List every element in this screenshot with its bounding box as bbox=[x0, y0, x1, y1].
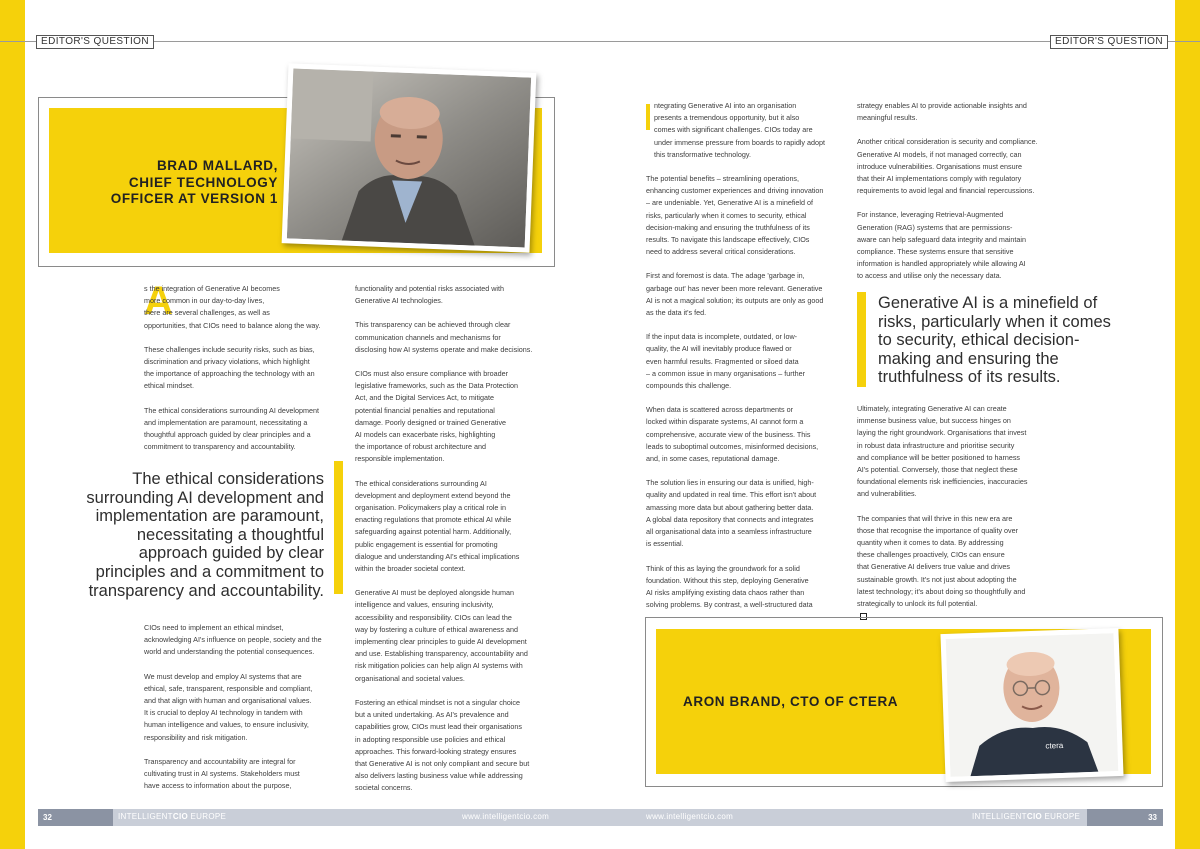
shirt-logo-text: ctera bbox=[1045, 740, 1064, 751]
page-number-left: 32 bbox=[43, 813, 52, 822]
paragraph: These challenges include security risks, such as bias, discrimination and privacy violations, which highlight the importance of approaching the technology with an ethical mindset. bbox=[144, 344, 315, 391]
paragraph: Ultimately, integrating Generative AI can create immense business value, but success hinges on laying the right groundwork. Organisations that invest in robust data infrastructure and prioritise security and compliance will be better positioned to harness AI's potential. Conversely, those that neglect these foundational elements risk inefficiencies, inaccuracies and vulnerabilities. bbox=[857, 404, 1028, 499]
section-tag-right: EDITOR'S QUESTION bbox=[1050, 35, 1168, 49]
paragraph: Generative AI must be deployed alongside human intelligence and values, ensuring inclusivity, accessibility and responsibility. CIOs can lead the way by fostering a culture of ethical awareness and implementing clear principles to guide AI development and use. Establishing transparency, accountability and risk mitigation policies can help align AI systems with organisational and societal values. bbox=[355, 588, 528, 683]
aron-brand-photo bbox=[940, 628, 1123, 782]
paragraph: CIOs must also ensure compliance with broader legislative frameworks, such as the Data Protection Act, and the Digital Services Act, to mitigate potential financial penalties and reputational damage. Poorly designed or trained Generative AI models can exacerbate risks, highlighting the importance of robust architecture and responsible implementation. bbox=[355, 369, 518, 464]
header-rule-left-a bbox=[0, 41, 36, 42]
pull-quote-bar-right bbox=[857, 292, 866, 387]
paragraph: We must develop and employ AI systems that are ethical, safe, transparent, responsible and compliant, and that align with human and organisational values. It is crucial to deploy AI technology in tandem with human intelligence and values, to ensure inclusivity, responsibility and risk mitigation. bbox=[144, 671, 313, 742]
paragraph: CIOs need to implement an ethical mindset, acknowledging AI's influence on people, society and the world and understanding the potential consequences. bbox=[144, 623, 322, 657]
portrait-illustration bbox=[946, 633, 1119, 777]
paragraph: The ethical considerations surrounding AI development and deployment extend beyond the organisation. Policymakers play a critical role in enacting regulations that promote ethical AI while safeguarding against potential harm. Additionally, public engagement is essential for promoting dialogue and understanding AI's ethical implications within the broader societal context. bbox=[355, 478, 520, 574]
paragraph: The solution lies in ensuring our data is unified, high- quality and updated in real time. This effort isn't about amassing more data but about gathering better data. A global data repository that connects and integrates all organisational data into a seamless infrastructure is essential. bbox=[646, 478, 817, 549]
paragraph: s the integration of Generative AI becomes more common in our day-to-day lives, there are several challenges, as well as opportunities, that CIOs need to balance along the way. bbox=[144, 284, 321, 330]
right-column-3 bbox=[646, 100, 848, 623]
paragraph: The ethical considerations surrounding AI development and implementation are paramount, necessitating a thoughtful approach guided by clear principles and a commitment to transparency and accountability. bbox=[144, 405, 320, 452]
right-column-4-lower bbox=[857, 403, 1059, 622]
brad-mallard-photo bbox=[282, 63, 537, 252]
page-number-left-bar bbox=[38, 809, 113, 826]
paragraph: ntegrating Generative AI into an organisation presents a tremendous opportunity, but it also comes with significant challenges. CIOs today are under immense pressure from boards to rapidly adopt this transformative technology. bbox=[654, 101, 825, 159]
section-tag-left: EDITOR'S QUESTION bbox=[36, 35, 154, 49]
portrait-illustration bbox=[287, 68, 531, 247]
paragraph: Another critical consideration is security and compliance. Generative AI models, if not managed correctly, can introduce vulnerabilities. Organisations must ensure that their AI implementations comply with regulatory requirements to avoid legal and financial repercussions. bbox=[857, 137, 1038, 196]
right-page-edge bbox=[1175, 0, 1200, 849]
left-page-edge bbox=[0, 0, 25, 849]
page-number-right: 33 bbox=[1148, 813, 1157, 822]
paragraph: This transparency can be achieved through clear communication channels and mechanisms for disclosing how AI systems operate and make decisions. bbox=[355, 320, 533, 354]
left-column-2 bbox=[355, 283, 555, 807]
pull-quote-left: The ethical considerations surrounding AI development and implementation are paramount, necessitating a thoughtful approach guided by clear principles and a commitment to transparency and accountability. bbox=[86, 470, 324, 600]
footer-brand-left: INTELLIGENTCIO EUROPE bbox=[118, 812, 227, 821]
profile-name-brad-mallard: BRAD MALLARD, CHIEF TECHNOLOGY OFFICER AT VERSION 1 bbox=[110, 158, 278, 206]
header-rule-right-b bbox=[1163, 41, 1200, 42]
paragraph: functionality and potential risks associated with Generative AI technologies. bbox=[355, 284, 505, 306]
paragraph: Fostering an ethical mindset is not a singular choice but a united undertaking. As AI's prevalence and capabilities grow, CIOs must lead their organisations in adopting responsible use policies and ethical approaches. This forward-looking strategy ensures that Generative AI is not only compliant and secure but also delivers lasting business value while addressing societal concerns. bbox=[355, 697, 530, 793]
profile-name-aron-brand: ARON BRAND, CTO OF CTERA bbox=[683, 694, 899, 709]
paragraph: Think of this as laying the groundwork for a solid foundation. Without this step, deploying Generative AI risks amplifying existing data chaos rather than solving problems. By contrast, a well-structured data bbox=[646, 563, 813, 610]
header-rule-left-b bbox=[148, 41, 600, 42]
pull-quote-bar-left bbox=[334, 461, 343, 594]
left-column-1-upper bbox=[144, 279, 344, 465]
paragraph: For instance, leveraging Retrieval-Augmented Generation (RAG) systems that are permissions- aware can help safeguard data integrity and maintain compliance. These systems ensure that sensitive information is handled appropriately while allowing AI to access and utilise only the necessary data. bbox=[857, 210, 1027, 281]
right-column-4-upper bbox=[857, 100, 1059, 295]
pull-quote-right: Generative AI is a minefield of risks, particularly when it comes to security, ethical decision- making and ensuring the truthfulness of its results. bbox=[878, 294, 1111, 387]
page-number-right-bar bbox=[1087, 809, 1163, 826]
paragraph: If the input data is incomplete, outdated, or low- quality, the AI will inevitably produce flawed or even harmful results. Fragmented or siloed data – a common issue in many organisations – further compounds this challenge. bbox=[646, 332, 806, 391]
footer-url-left[interactable]: www.intelligentcio.com bbox=[462, 812, 550, 821]
paragraph: When data is scattered across departments or locked within disparate systems, AI cannot form a comprehensive, accurate view of the business. This leads to suboptimal outcomes, misinformed decisions, and, in some cases, reputational damage. bbox=[646, 405, 819, 464]
footer-brand-right: INTELLIGENTCIO EUROPE bbox=[972, 812, 1081, 821]
header-rule-right-a bbox=[600, 41, 1050, 42]
paragraph: First and foremost is data. The adage 'garbage in, garbage out' has never been more relevant. Generative AI is not a magical solution; its outputs are only as good as the data it's fed. bbox=[646, 271, 824, 318]
left-column-1-lower bbox=[144, 622, 344, 804]
paragraph: The potential benefits – streamlining operations, enhancing customer experiences and driving innovation – are undeniable. Yet, Generative AI is a minefield of risks, particularly when it comes to security, ethical decision-making and ensuring the truthfulness of its results. To navigate this landscape effectively, CIOs need to address several critical considerations. bbox=[646, 174, 824, 257]
paragraph: strategy enables AI to provide actionable insights and meaningful results. bbox=[857, 101, 1027, 123]
dropcap-a: A bbox=[144, 279, 173, 323]
footer-url-right[interactable]: www.intelligentcio.com bbox=[646, 812, 734, 821]
paragraph: The companies that will thrive in this new era are those that recognise the importance of quality over quantity when it comes to data. By addressing these challenges proactively, CIOs can ensure that Generative AI delivers true value and drives sustainable growth. It's not just about adopting the latest technology; it's about doing so thoughtfully and strategically to unlock its full potential. bbox=[857, 513, 1026, 609]
paragraph: Transparency and accountability are integral for cultivating trust in AI systems. Stakeholders must have access to information about the purpose, bbox=[144, 756, 300, 791]
